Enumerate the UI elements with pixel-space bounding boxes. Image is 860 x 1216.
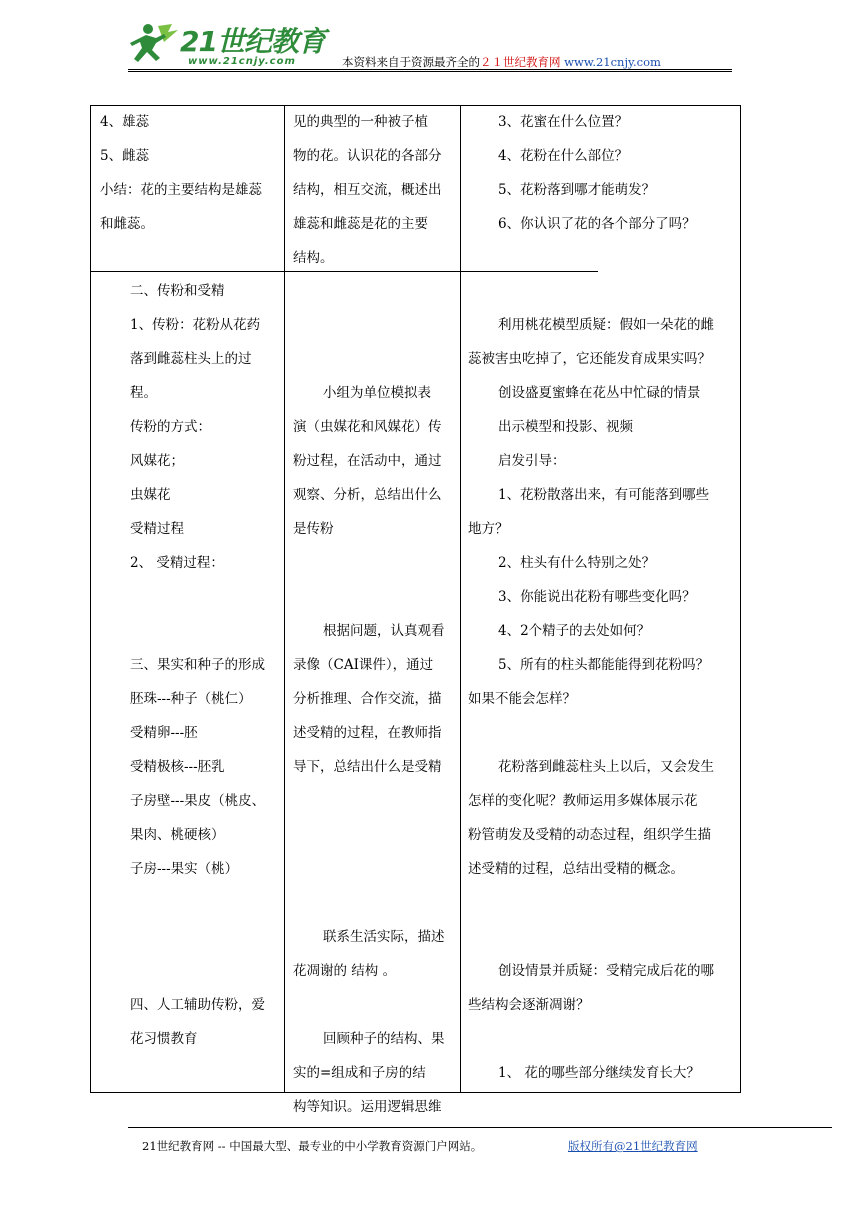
blank-line [130,886,265,920]
blank-line [468,274,714,308]
blank-line [468,886,714,920]
table-text-line: 1、花粉散落出来，有可能落到哪些 [498,487,710,503]
blank-line [293,342,445,376]
footer-copyright-link[interactable]: 版权所有@21世纪教育网 [568,1139,698,1153]
header-note [342,54,661,70]
table-text-line: 4、雄蕊 [100,114,150,130]
table-text-line: 四、人工辅助传粉，爱 [130,997,265,1013]
header-note-url[interactable]: www.21cnjy.com [564,55,661,69]
table-text-line: 出示模型和投影、视频 [498,419,633,435]
table-text-line: 程。 [130,385,157,401]
table-text-line: 粉过程，在活动中，通过 [293,453,442,469]
blank-line [293,784,445,818]
header-note-prefix: 本资料来自于资源最齐全的 [342,55,480,69]
table-text-line: 小结：花的主要结构是雄蕊 [100,182,262,198]
table-text-line: 录像（CAI课件），通过 [293,657,434,673]
blank-line [468,716,714,750]
table-text-line: 启发引导： [498,453,566,469]
table-text-line: 分析推理、合作交流，描 [293,691,442,707]
table-text-line: 2、柱头有什么特别之处？ [498,555,656,571]
table-text-line: 些结构会逐渐凋谢？ [468,997,590,1013]
table-text-line: 如果不能会怎样？ [468,691,576,707]
blank-line [468,1022,714,1056]
blank-line [293,818,445,852]
row1-teacher-activity-column [498,105,696,241]
table-text-line: 花粉落到雌蕊柱头上以后，又会发生 [498,759,714,775]
table-text-line: 花习惯教育 [130,1031,198,1047]
table-text-line: 雄蕊和雌蕊是花的主要 [293,216,428,232]
table-text-line: 联系生活实际，描述 [323,929,445,945]
table-text-line: 虫媒花 [130,487,171,503]
table-text-line: 和雌蕊。 [100,216,154,232]
table-text-line: 粉管萌发及受精的动态过程，组织学生描 [468,827,711,843]
blank-line [130,920,265,954]
header-rule [128,69,732,70]
table-text-line: 3、花蜜在什么位置？ [498,114,629,130]
table-text-line: 述受精的过程，在教师指 [293,725,442,741]
blank-line [293,546,445,580]
table-text-line: 4、花粉在什么部位？ [498,148,629,164]
table-text-line: 6、你认识了花的各个部分了吗？ [498,216,696,232]
table-text-line: 小组为单位模拟表 [323,385,431,401]
runner-logo-icon [128,20,184,66]
table-text-line: 1、传粉：花粉从花药 [130,317,261,333]
row2-teacher-activity-column [468,274,714,1090]
footer-rule [128,1127,832,1128]
blank-line [130,614,265,648]
table-text-line: 结构。 [293,250,334,266]
table-text-line: 蕊被害虫吃掉了，它还能发育成果实吗？ [468,351,711,367]
blank-line [293,852,445,886]
table-text-line: 5、雌蕊 [100,148,150,164]
table-col-divider-2 [460,105,461,1093]
table-text-line: 回顾种子的结构、果 [323,1031,445,1047]
table-text-line: 子房---果实（桃） [130,861,239,877]
table-text-line: 二、传粉和受精 [130,283,225,299]
header-note-site[interactable]: ２１世纪教育网 [480,55,561,69]
site-logo [128,18,338,70]
table-text-line: 5、花粉落到哪才能萌发？ [498,182,656,198]
table-text-line: 实的=组成和子房的结 [293,1065,426,1081]
table-col-divider-1 [284,105,285,1093]
blank-line [293,988,445,1022]
row2-student-activity-column [293,274,445,1124]
table-text-line: 落到雌蕊柱头上的过 [130,351,252,367]
blank-line [468,920,714,954]
table-text-line: 创设情景并质疑：受精完成后花的哪 [498,963,714,979]
header-rule-thin [128,71,732,72]
table-right-border [740,105,741,1093]
table-left-border [90,105,91,1093]
table-text-line: 构等知识。运用逻辑思维 [293,1099,442,1115]
table-text-line: 是传粉 [293,521,334,537]
table-text-line: 受精极核---胚乳 [130,759,225,775]
blank-line [130,954,265,988]
table-text-line: 三、果实和种子的形成 [130,657,265,673]
table-text-line: 受精卵---胚 [130,725,198,741]
blank-line [293,274,445,308]
table-text-line: 怎样的变化呢？教师运用多媒体展示花 [468,793,698,809]
logo-wordmark: 21世纪教育 [180,25,325,58]
blank-line [130,580,265,614]
table-text-line: 风媒花； [130,453,184,469]
blank-line [293,308,445,342]
table-text-line: 2、 受精过程： [130,555,224,571]
blank-line [293,580,445,614]
row2-content-column [130,274,265,1056]
table-text-line: 果肉、桃硬核） [130,827,225,843]
logo-url: www.21cnjy.com [188,56,296,67]
table-text-line: 创设盛夏蜜蜂在花丛中忙碌的情景 [498,385,701,401]
table-text-line: 利用桃花模型质疑：假如一朵花的雌 [498,317,714,333]
row1-content-column [100,105,262,241]
table-text-line: 子房壁---果皮（桃皮、 [130,793,266,809]
table-text-line: 观察、分析，总结出什么 [293,487,442,503]
table-text-line: 导下，总结出什么是受精 [293,759,442,775]
table-text-line: 见的典型的一种被子植 [293,114,428,130]
footer-slogan: 21世纪教育网 -- 中国最大型、最专业的中小学教育资源门户网站。 [142,1139,483,1153]
table-text-line: 传粉的方式： [130,419,211,435]
row1-student-activity-column [293,105,442,275]
table-text-line: 受精过程 [130,521,184,537]
table-text-line: 地方？ [468,521,509,537]
table-text-line: 根据问题，认真观看 [323,623,445,639]
table-text-line: 3、你能说出花粉有哪些变化吗？ [498,589,696,605]
table-text-line: 花凋谢的 结构 。 [293,963,397,979]
table-text-line: 胚珠---种子（桃仁） [130,691,252,707]
blank-line [293,886,445,920]
table-text-line: 5、所有的柱头都能能得到花粉吗？ [498,657,710,673]
table-text-line: 演（虫媒花和风媒花）传 [293,419,442,435]
table-text-line: 物的花。认识花的各部分 [293,148,442,164]
table-text-line: 4、2个精子的去处如何？ [498,623,651,639]
table-text-line: 述受精的过程，总结出受精的概念。 [468,861,684,877]
table-text-line: 1、 花的哪些部分继续发育长大？ [498,1065,700,1081]
table-text-line: 结构，相互交流，概述出 [293,182,442,198]
